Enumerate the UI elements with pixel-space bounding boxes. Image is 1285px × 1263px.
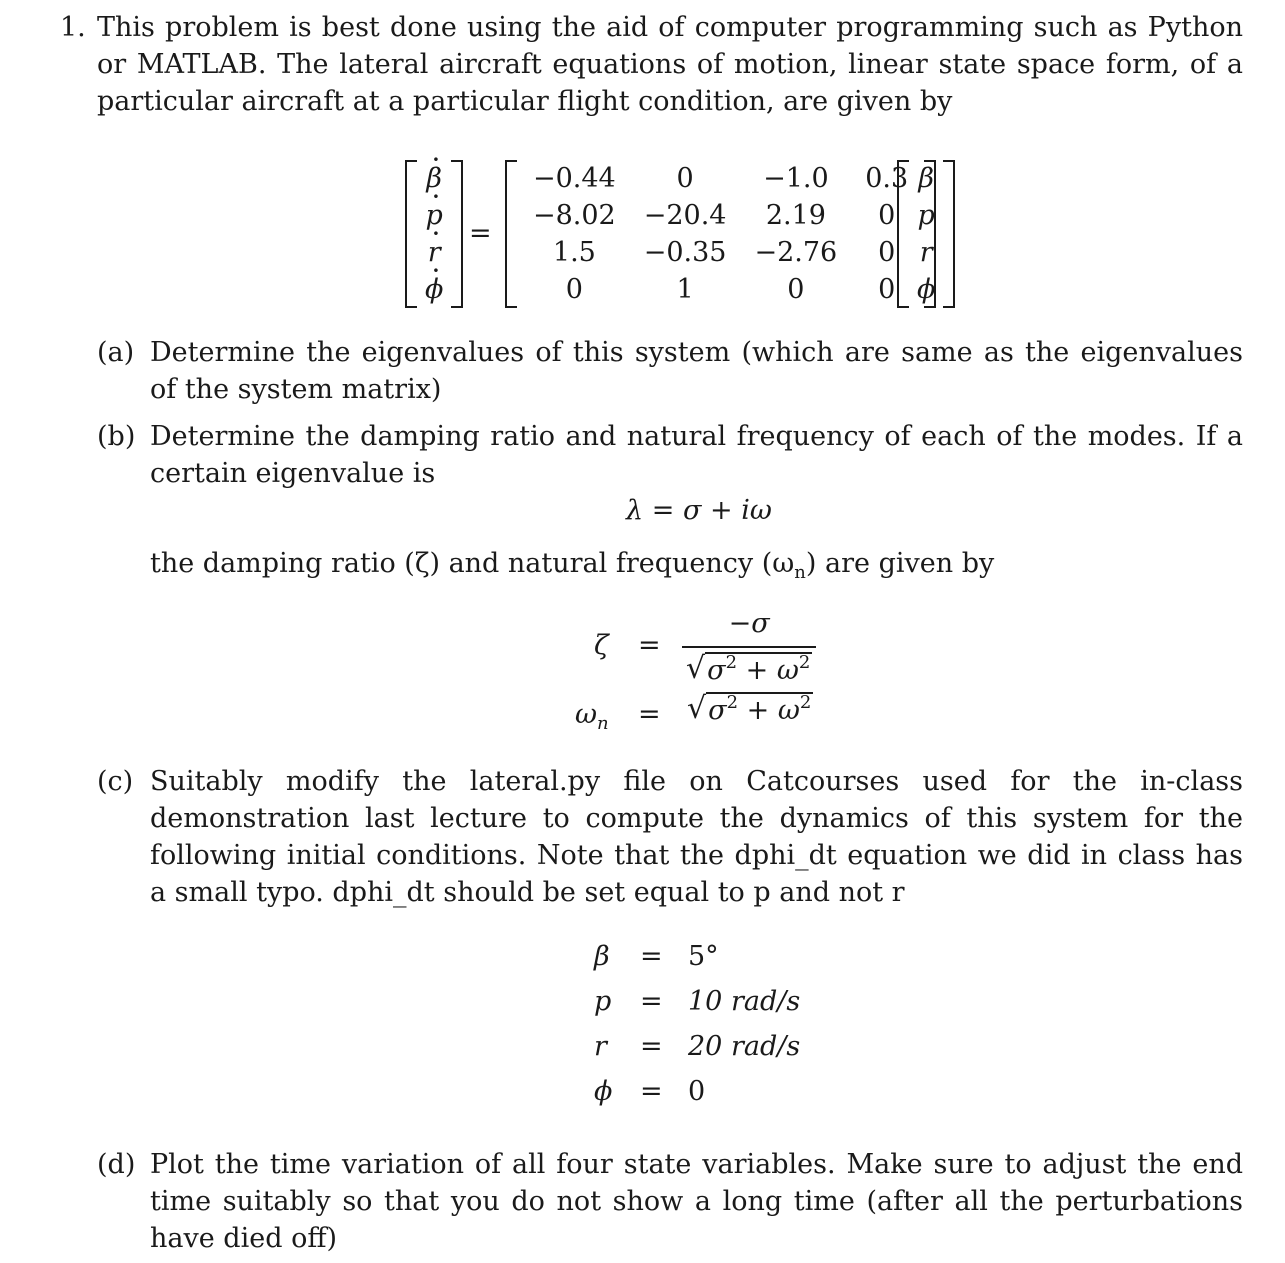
sigma-symbol: σ [682, 495, 702, 526]
problem-number: 1. [60, 12, 86, 43]
state-vector [897, 160, 955, 308]
part-b-label: (b) [97, 421, 136, 452]
ic-row-r: r = 20 rad/s [594, 1031, 801, 1062]
matrix-cell: 1 [676, 274, 694, 305]
part-b-followup: the damping ratio (ζ) and natural frequency $(\omega_n)$ are given by [150, 548, 995, 583]
matrix-cell: 0 [878, 274, 896, 305]
initial-conditions [580, 938, 880, 1118]
matrix-cell: −0.44 [533, 163, 616, 194]
part-b-text: Determine the damping ratio and natural frequency of each of the modes. If a certain eigenvalue is [150, 421, 1243, 489]
part-a-label: (a) [97, 337, 135, 368]
problem-intro: This problem is best done using the aid of computer programming such as Python or MATLAB. The lateral aircraft equations of motion, linear state space form, of a particular aircraft at a particular flight condition, are given by [97, 12, 1243, 117]
part-c-text: Suitably modify the lateral.py file on Catcourses used for the in-class demonstration last lecture to compute the dynamics of this system for the following initial conditions. Note that the dphi_dt equation we did in class has a small typo. dphi_dt should be set equal to p and not r [150, 766, 1243, 908]
r-dot: r · [428, 234, 441, 271]
system-matrix [505, 160, 936, 308]
lambda-symbol: λ [626, 495, 644, 526]
zeta-fraction: −σ √ $\sigma^2 + \omega^2$ [682, 605, 816, 688]
matrix-cell: −1.0 [763, 163, 829, 194]
matrix-cell: −0.35 [643, 237, 727, 268]
state-space-equation [405, 160, 945, 308]
matrix-cell: 0.3 [865, 163, 909, 194]
ic-row-p: p = 10 rad/s [594, 986, 801, 1017]
phi-dot: ϕ · [425, 271, 443, 308]
matrix-row [519, 160, 922, 197]
matrix-cell: 0 [878, 237, 896, 268]
equation-equals: = [469, 218, 492, 249]
zeta-symbol: ζ [594, 630, 609, 661]
omega-n-sqrt: √ $\sigma^2 + \omega^2$ [687, 691, 812, 726]
matrix-row [519, 234, 922, 271]
state-p: p [917, 200, 935, 231]
i-omega-symbol: iω [741, 495, 772, 526]
matrix-cell: 0 [787, 274, 805, 305]
ic-row-phi: ϕ = 0 [594, 1076, 706, 1107]
omega-n-formula: $\omega_n$ = √ $\sigma^2 + \omega^2$ [575, 691, 812, 734]
state-derivative-vector [405, 160, 463, 308]
state-phi: ϕ [917, 274, 936, 305]
matrix-cell: 1.5 [552, 237, 596, 268]
matrix-cell: 0 [676, 163, 694, 194]
p-dot: p · [426, 197, 443, 234]
matrix-cell: 2.19 [765, 200, 826, 231]
zeta-formula: ζ = −σ √ $\sigma^2 + \omega^2$ [590, 605, 850, 685]
matrix-cell: −2.76 [754, 237, 838, 268]
part-d-text: Plot the time variation of all four state variables. Make sure to adjust the end time suitably so that you do not show a long time (after all the perturbations have died off) [150, 1149, 1243, 1254]
part-d-label: (d) [97, 1149, 136, 1180]
state-r: r [919, 237, 933, 268]
state-beta: β [918, 163, 934, 194]
matrix-row [519, 271, 922, 308]
matrix-row [519, 197, 922, 234]
omega-n-symbol: $\omega_n$ [575, 699, 609, 734]
beta-dot: β · [426, 160, 442, 197]
matrix-cell: 0 [878, 200, 896, 231]
matrix-cell: 0 [565, 274, 583, 305]
ic-row-beta: β = 5° [594, 941, 719, 972]
matrix-cell: −8.02 [533, 200, 616, 231]
part-a-text: Determine the eigenvalues of this system (which are same as the eigenvalues of the system matrix) [150, 337, 1243, 405]
part-c-label: (c) [97, 766, 134, 797]
matrix-cell: −20.4 [643, 200, 727, 231]
eigenvalue-equation: λ = σ + iω [626, 495, 772, 526]
